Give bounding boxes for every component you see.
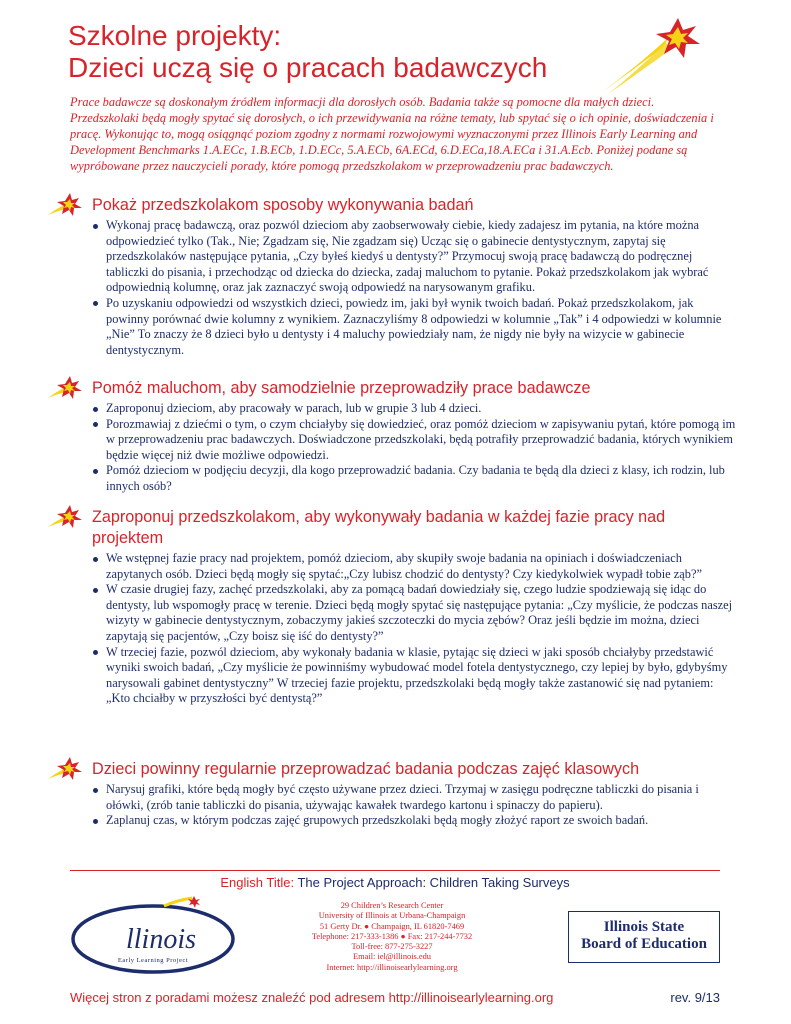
english-title — [70, 875, 720, 890]
isbe-logo — [568, 911, 720, 963]
title-line-2: Dzieci uczą się o pracach badawczych — [68, 52, 548, 83]
section-4 — [48, 759, 738, 829]
contact-line: 51 Gerty Dr. ● Champaign, IL 61820-7469 — [319, 921, 465, 931]
intro-paragraph: Prace badawcze są doskonałym źródłem informacji dla dorosłych osób. Badania także są pomocne dla małych dzieci. Przedszkolaki będą mogły spytać się dorosłych, o ich przewidywania na różne tematy, lub spytać się o ich opinie, doświadczenia i pracę. Wykonując to, mogą osiągnąć poziom zgodny z normami rozwojowymi wyznaczonymi przez Illinois Early Learning and Development Benchmarks 1.A.ECc, 1.B.ECb, 1.D.ECc, 5.A.ECb, 6A.ECd, 6.D.ECa,18.A.ECa i 31.A.Ecb. Poniżej podane są wypróbowane przez nauczycieli porady, które pomogą przedszkolakom w przeprowadzeniu prac badawczych. — [70, 95, 714, 173]
list-item: Pomóż dzieciom w podjęciu decyzji, dla kogo przeprowadzić badania. Czy badania te będą dla dzieci z klasy, ich rodzin, lub innych osób? — [92, 463, 738, 494]
footer — [70, 990, 720, 1005]
comet-star-icon — [600, 14, 710, 94]
section-2 — [48, 378, 738, 495]
section-3-header — [48, 507, 738, 549]
star-burst-icon — [48, 505, 82, 531]
section-2-header — [48, 378, 738, 399]
section-3-list — [48, 551, 738, 707]
list-item: Wykonaj pracę badawczą, oraz pozwól dzieciom aby zaobserwowały ciebie, kiedy zadajesz im pytania, na które można odpowiedzieć tylko (Tak., Nie; Zgadzam się, Nie zgadzam się) Ucząc się o gabinecie dentystycznym, zapytaj się przedszkolaków następujące pytania, „Czy byłeś kiedyś u dentysty?” Przymocuj swoją pracę badawczą do podręcznej tabliczki do pisania, i przechodząc od dziecka do dziecka, zadaj maluchom to pytanie. Pokaż przedszkolakom jak wybrać odpowiednią kolumnę, oraz jak zaznaczyć swoją odpowiedź na narysowanym grafiku. — [92, 218, 738, 296]
revision-label: rev. 9/13 — [670, 990, 720, 1005]
contact-line: 29 Children’s Research Center — [340, 901, 444, 910]
section-3 — [48, 507, 738, 707]
list-item: Po uzyskaniu odpowiedzi od wszystkich dzieci, powiedz im, jaki był wynik twoich badań. Pokaż przedszkolakom, jak powinny porównać dwie kolumny z wynikiem. Zaznaczyliśmy 8 odpowiedzi w kolumnie „Tak” i 4 odpowiedzi w kolumnie „Nie” To znaczy że 8 dzieci było u dentysty i 4 maluchy powiedziały nam, że nigdy nie były na wizycie w gabinecie dentystycznym. — [92, 296, 738, 358]
contact-info — [262, 901, 522, 973]
list-item: Zaproponuj dzieciom, aby pracowały w parach, lub w grupie 3 lub 4 dzieci. — [92, 401, 738, 417]
list-item: We wstępnej fazie pracy nad projektem, pomóż dzieciom, aby skupiły swoje badania na opiniach i doświadczeniach zapytanych osób. Dzieci będą mogły się spytać:„Czy lubisz chodzić do dentysty? Czy kiedykolwiek wypadł tobie ząb?” — [92, 551, 738, 582]
section-4-header — [48, 759, 738, 780]
contact-line: University of Illinois at Urbana-Champaign — [318, 911, 466, 921]
section-1-list — [48, 218, 738, 358]
english-title-value: The Project Approach: Children Taking Surveys — [294, 875, 570, 890]
section-1-title: Pokaż przedszkolakom sposoby wykonywania badań — [92, 196, 474, 214]
section-4-title: Dzieci powinny regularnie przeprowadzać badania podczas zajęć klasowych — [92, 760, 640, 778]
section-2-list — [48, 401, 738, 495]
section-4-list — [48, 782, 738, 829]
list-item: Zaplanuj czas, w którym podczas zajęć grupowych przedszkolaki będą mogły złożyć raport ze swoich badań. — [92, 813, 738, 829]
isbe-line-2: Board of Education — [581, 936, 707, 952]
star-burst-icon — [48, 376, 82, 402]
contact-line: Telephone: 217-333-1386 ● Fax: 217-244-7732 — [311, 931, 473, 941]
illinois-early-learning-logo — [68, 896, 238, 978]
contact-line: Internet: http://illinoisearlylearning.org — [326, 962, 458, 972]
list-item: W trzeciej fazie, pozwól dzieciom, aby wykonały badania w klasie, pytając się dzieci w jaki sposób chciałyby przedstawić wyniki swoich badań, „Czy myślicie że powinniśmy wybudować model fotela dentystycznego, czy lepiej by było, gdybyśmy narysowali gabinet dentystyczny” W trzeciej fazie projektu, przedszkolaki będą mogły także zastanowić się nad pytaniem: „Kto chciałby w przyszłości być dentystą?” — [92, 645, 738, 707]
section-1-header — [48, 195, 738, 216]
footer-link-text: Więcej stron z poradami możesz znaleźć pod adresem http://illinoisearlylearning.org — [70, 990, 554, 1005]
contact-line: Email: iel@illinois.edu — [353, 952, 431, 962]
list-item: Porozmawiaj z dziećmi o tym, o czym chciałyby się dowiedzieć, oraz pomóż dzieciom w zapisywaniu pytań, które pomogą im w przeprowadzeniu prac badawczych. Doświadczone przedszkolaki, będą potrafiły przeprowadzić badania, których wynikiem będzie więcej niż dwie możliwe odpowiedzi. — [92, 417, 738, 464]
star-burst-icon — [48, 757, 82, 783]
title-line-1: Szkolne projekty: — [68, 20, 282, 51]
logo-subtitle: Early Learning Project — [117, 957, 189, 964]
star-burst-icon — [48, 193, 82, 219]
logo-wordmark: llinois — [126, 924, 197, 955]
english-title-label: English Title: — [220, 875, 295, 890]
list-item: Narysuj grafiki, które będą mogły być często używane przez dzieci. Trzymaj w zasięgu podręczne tabliczki do pisania i ołówki, (zrób tanie tabliczki do pisania, używając kawałek twardego kartonu i spinaczy do papieru). — [92, 782, 738, 813]
section-3-title: Zaproponuj przedszkolakom, aby wykonywały badania w każdej fazie pracy nad projektem — [92, 508, 666, 547]
section-1 — [48, 195, 738, 358]
isbe-line-1: Illinois State — [603, 919, 685, 935]
list-item: W czasie drugiej fazy, zachęć przedszkolaki, aby za pomącą badań dowiedziały się, czego ludzie spodziewają się idąc do dentysty, lub wspomogły pracę w terenie. Dzieci będą mogły spytać się następujące pytania: „Czy myślicie, że podczas naszej wizyty w gabinecie dentystycznym, zobaczymy jakieś szczoteczki do mycia zębów? Oraz jeśli będzie im można, dzieci zapytają się pacjentów, „Czy boisz się iść do dentysty?” — [92, 582, 738, 644]
page-title — [68, 20, 668, 84]
footer-divider — [70, 870, 720, 871]
contact-line: Toll-free: 877-275-3227 — [351, 942, 433, 952]
section-2-title: Pomóż maluchom, aby samodzielnie przeprowadziły prace badawcze — [92, 379, 591, 397]
